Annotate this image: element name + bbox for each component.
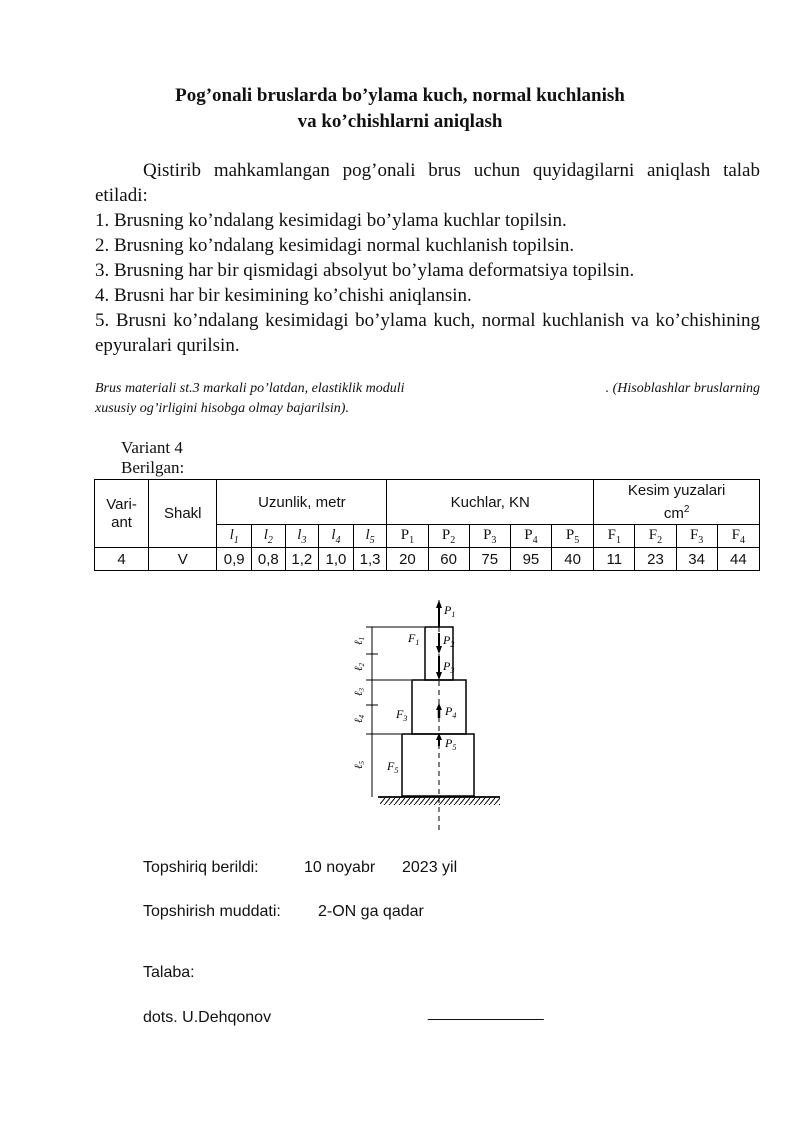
col-f4: $F_4$ (717, 525, 759, 548)
header-shape: Shakl (149, 480, 217, 548)
cell-l2: 0,8 (252, 548, 286, 571)
task-item: 3. Brusning har bir qismidagi absolyut bo’ylama deformatsiya topilsin. (95, 260, 635, 281)
cell-f3: 34 (676, 548, 717, 571)
cell-p5: 40 (551, 548, 593, 571)
due-date-label: Topshirish muddati: (143, 903, 281, 920)
col-p3: $P_3$ (469, 525, 510, 548)
material-note-part-2: . (Hisoblashlar bruslarning (605, 381, 760, 396)
label-f5: $F_5$ (387, 759, 399, 775)
task-item: 4. Brusni har bir kesimining ko’chishi aniqlansin. (95, 285, 472, 306)
cell-l3: 1,2 (285, 548, 319, 571)
task-item: 1. Brusning ko’ndalang kesimidagi bo’ylama kuchlar topilsin. (95, 210, 567, 231)
material-note-part-1: Brus materiali st.3 markali po’latdan, elastiklik moduli (95, 381, 405, 396)
col-p4: $P_4$ (510, 525, 551, 548)
col-p1: $P_1$ (387, 525, 428, 548)
label-p5: $P_5$ (445, 736, 457, 752)
col-l3: $l_3$ (285, 525, 319, 548)
header-length-group: Uzunlik, metr (217, 480, 387, 525)
cell-l4: 1,0 (319, 548, 354, 571)
label-l5: ℓ5 (353, 760, 366, 770)
col-f1: $F_1$ (594, 525, 635, 548)
task-item: 2. Brusning ko’ndalang kesimidagi normal kuchlanish topilsin. (95, 235, 575, 256)
label-l4: ℓ4 (353, 714, 366, 724)
label-p1: $P_1$ (444, 603, 456, 619)
teacher-name: dots. U.Dehqonov (143, 1009, 272, 1026)
label-l3: ℓ3 (353, 687, 366, 697)
cell-p4: 95 (510, 548, 551, 571)
document-title-line-2: va ko’chishlarni aniqlash (297, 111, 503, 132)
col-l4: $l_4$ (319, 525, 354, 548)
assignment-given-label: Topshiriq berildi: (143, 859, 259, 876)
col-p2: $P_2$ (428, 525, 469, 548)
signature-line: _____________ (428, 1004, 544, 1021)
col-l2: $l_2$ (252, 525, 286, 548)
intro-text: Qistirib mahkamlangan pog’onali brus uchun quyidagilarni aniqlash talab etiladi: (95, 160, 760, 206)
header-area-group (594, 480, 760, 525)
assignment-given-date: 10 noyabr (304, 859, 376, 876)
label-l1: ℓ1 (353, 636, 366, 646)
label-f1: $F_1$ (408, 631, 420, 647)
label-l2: ℓ2 (353, 662, 366, 672)
due-date-value: 2-ON ga qadar (318, 903, 424, 920)
table-row (95, 548, 760, 571)
cell-f2: 23 (635, 548, 676, 571)
cell-shape: V (149, 548, 217, 571)
col-p5: $P_5$ (551, 525, 593, 548)
student-label: Talaba: (143, 964, 195, 981)
task-item: 5. Brusni ko’ndalang kesimidagi bo’ylama kuch, normal kuchlanish va ko’chishining epyuralari qurilsin. (95, 310, 760, 356)
label-p2: $P_2$ (443, 633, 455, 649)
assignment-given-year: 2023 yil (402, 859, 458, 876)
variant-label: Variant 4 (121, 438, 183, 457)
header-force-group: Kuchlar, KN (387, 480, 594, 525)
cell-l1: 0,9 (217, 548, 252, 571)
area-group-label: Kesim yuzalari (627, 482, 726, 499)
col-f2: $F_2$ (635, 525, 676, 548)
material-note-line-2: xususiy og’irligini hisobga olmay bajarilsin). (95, 401, 349, 416)
material-note (95, 379, 760, 419)
header-variant: Vari-ant (95, 480, 149, 548)
area-unit: cm (663, 505, 684, 522)
cell-p3: 75 (469, 548, 510, 571)
intro-paragraph (95, 158, 760, 208)
col-l5: $l_5$ (353, 525, 387, 548)
col-l1: $l_1$ (217, 525, 252, 548)
force-arrow-p4 (436, 703, 442, 718)
ground-hatching (380, 797, 500, 805)
given-data-table (94, 479, 760, 571)
document-title-line-1: Pog’onali bruslarda bo’ylama kuch, normal kuchlanish (175, 85, 625, 106)
given-label: Berilgan: (121, 458, 185, 477)
force-arrow-p1 (436, 600, 442, 627)
force-arrow-p3 (436, 656, 442, 680)
cell-variant: 4 (95, 548, 149, 571)
cell-p1: 20 (387, 548, 428, 571)
area-unit-exponent: 2 (683, 504, 690, 515)
task-list (95, 208, 760, 358)
label-f3: $F_3$ (396, 707, 408, 723)
cell-f1: 11 (594, 548, 635, 571)
label-p4: $P_4$ (445, 704, 457, 720)
force-arrow-p5 (436, 733, 442, 746)
stepped-bar-diagram (340, 596, 510, 832)
col-f3: $F_3$ (676, 525, 717, 548)
force-arrow-p2 (436, 633, 442, 654)
cell-p2: 60 (428, 548, 469, 571)
cell-f4: 44 (717, 548, 759, 571)
label-p3: $P_3$ (443, 659, 455, 675)
cell-l5: 1,3 (353, 548, 387, 571)
